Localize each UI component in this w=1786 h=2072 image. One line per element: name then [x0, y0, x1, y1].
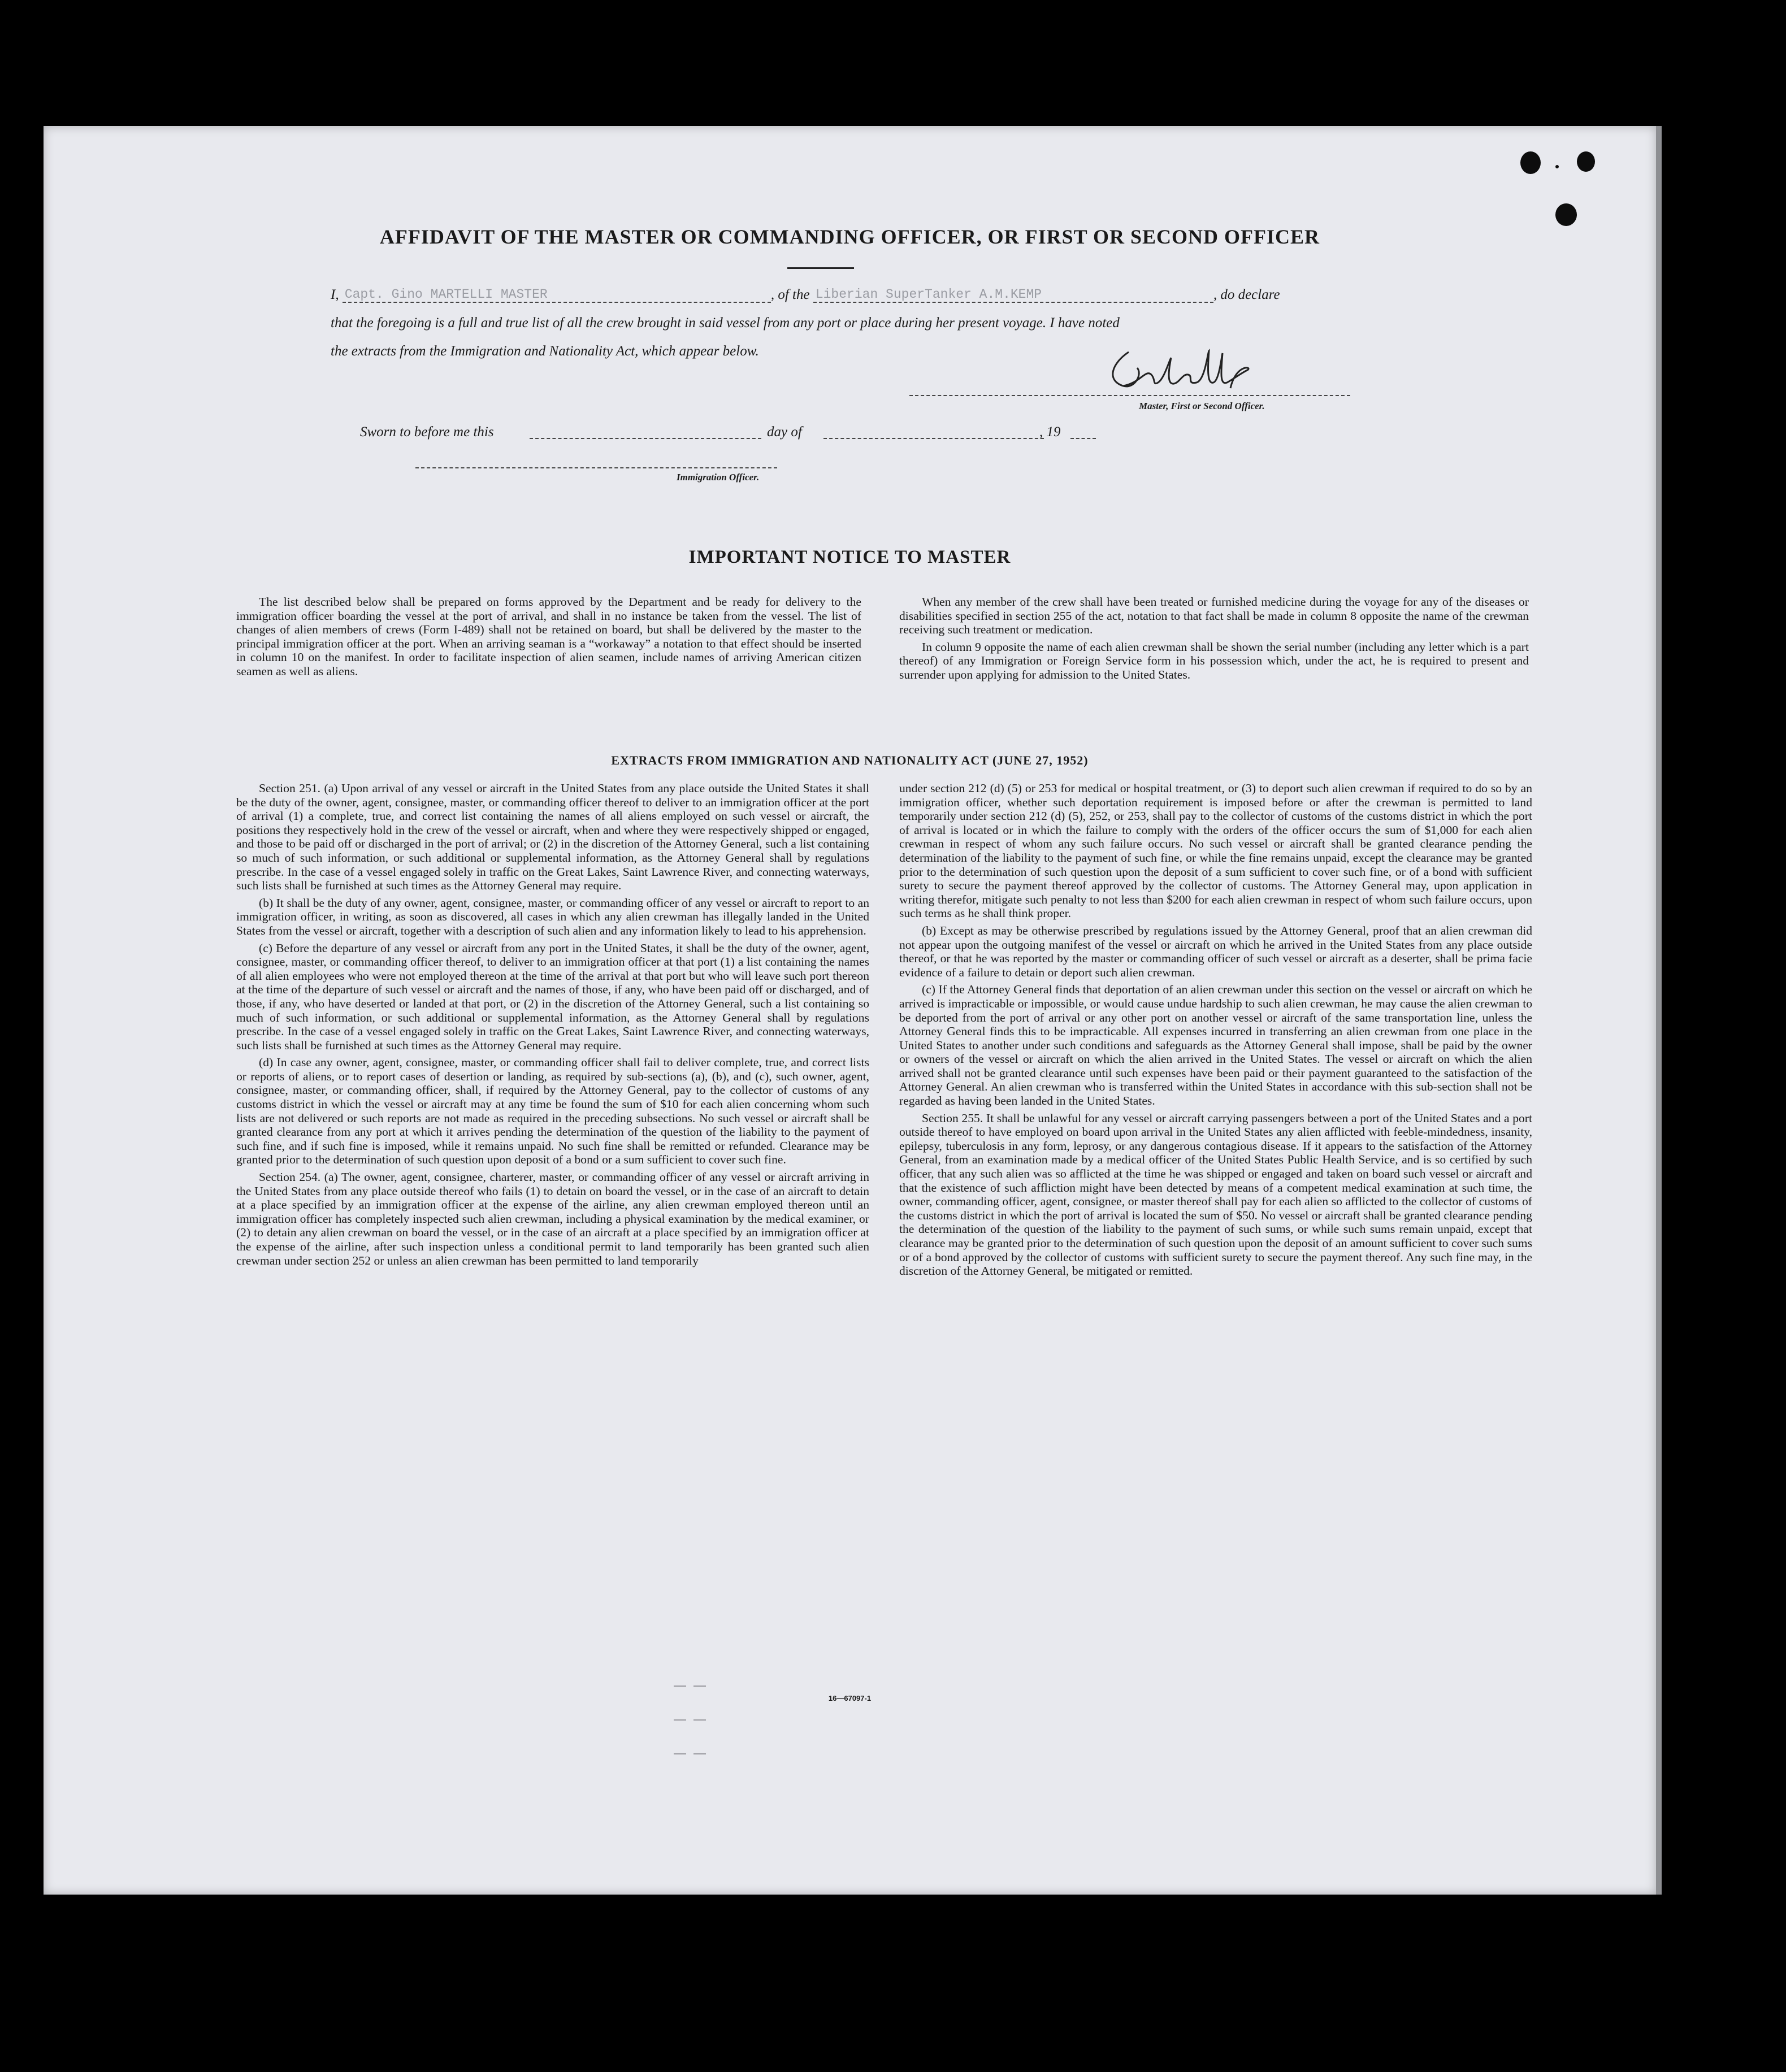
- declaration-line-2: that the foregoing is a full and true list of all the crew brought in said vessel from any port or place during her present voyage. I have noted: [331, 315, 1120, 331]
- year-label: , 19: [1039, 424, 1061, 440]
- vessel-name-field: Liberian SuperTanker A.M.KEMP: [813, 287, 1213, 303]
- day-of-label: day of: [767, 424, 802, 440]
- faint-mark: [693, 1719, 706, 1721]
- faint-mark: [674, 1753, 686, 1754]
- notice-right-column: [899, 595, 1529, 685]
- faint-mark: [674, 1719, 686, 1721]
- signature-line: [909, 395, 1350, 396]
- faint-mark: [693, 1686, 706, 1687]
- prefix-i: I,: [331, 287, 339, 302]
- declaration-line-3: the extracts from the Immigration and Nationality Act, which appear below.: [331, 344, 759, 359]
- extracts-left-column: [236, 781, 869, 1271]
- extracts-title: EXTRACTS FROM IMMIGRATION AND NATIONALITY ACT (JUNE 27, 1952): [611, 753, 1089, 767]
- sworn-label: Sworn to before me this: [360, 424, 494, 440]
- declaration-line-1: [331, 287, 1280, 303]
- title-underline: [787, 267, 854, 269]
- do-declare-label: , do declare: [1213, 287, 1280, 302]
- notice-left-column: [236, 595, 861, 682]
- master-name-field: Capt. Gino MARTELLI MASTER: [343, 287, 771, 303]
- notice-paragraph: In column 9 opposite the name of each alien crewman shall be shown the serial number (including any letter which is a part thereof) of any Immigration or Foreign Service form in his possession which, under the act, he is required to present and surrender upon applying for admission to the United States.: [899, 640, 1529, 681]
- act-paragraph: under section 212 (d) (5) or 253 for medical or hospital treatment, or (3) to deport such alien crewman if required to do so by an immigration officer, whether such deportation requirement is imposed before or after the crewman is permitted to land temporarily under section 212 (d) (5), 252, or 253, shall pay to the collector of customs of the customs district in which the port of arrival is located or in which the failure to comply with the orders of the officer occurs the sum of $1,000 for each alien crewman in respect of whom any such failure occurs. No such vessel or aircraft shall be granted clearance pending the determination of the liability to the payment of such fine, or while the fine remains unpaid, except the clearance may be granted prior to the determination of such question upon the deposit of a sum sufficient to cover such fine, or of a bond with sufficient surety to secure the payment thereof approved by the collector of customs. The Attorney General may, upon application in writing therefor, mitigate such penalty to not less than $200 for each alien crewman in respect of whom such failure occurs, upon such terms as he shall think proper.: [899, 781, 1532, 920]
- sworn-month-field: [823, 438, 1044, 439]
- act-paragraph: (b) It shall be the duty of any owner, agent, consignee, master, or commanding officer of any vessel or aircraft to report to an immigration officer, in writing, as soon as discovered, all cases in which any alien crewman has illegally landed in the United States from the vessel or aircraft, together with a description of such alien and any information likely to lead to his apprehension.: [236, 896, 869, 937]
- act-paragraph: Section 254. (a) The owner, agent, consignee, charterer, master, or commanding officer of any vessel or aircraft arriving in the United States from any place outside thereof who fails (1) to detain on board the vessel, or in the case of an aircraft to detain at a place specified by an immigration officer at the expense of the airline, any alien crewman employed thereon until an immigration officer has completely inspected such alien crewman, including a physical examination by the medical examiner, or (2) to detain any alien crewman on board the vessel, or in the case of an aircraft at a place specified by an immigration officer at the expense of the airline, after such inspection unless a conditional permit to land temporarily has been granted such alien crewman under section 252 or unless an alien crewman has been permitted to land temporarily: [236, 1170, 869, 1267]
- act-paragraph: (c) Before the departure of any vessel or aircraft from any port in the United States, it shall be the duty of the owner, agent, consignee, master, or commanding officer thereof, to deliver to an immigration officer at that port (1) a list containing the names of all alien employees who were not employed thereon at the time of the arrival at that port but who will leave such port thereon at the time of the departure of such vessel or aircraft and the names of those, if any, who have been paid off or discharged, and of those, if any, who have deserted or landed at that port, or (2) in the discretion of the Attorney General, such a list containing so much of such information, or such additional or supplemental information, as the Attorney General shall by regulations prescribe. In the case of a vessel engaged solely in traffic on the Great Lakes, Saint Lawrence River, and connecting waterways, such lists shall be furnished at such times as the Attorney General may require.: [236, 941, 869, 1052]
- act-paragraph: Section 251. (a) Upon arrival of any vessel or aircraft in the United States from any place outside the United States it shall be the duty of the owner, agent, consignee, master, or commanding officer thereof to deliver to an immigration officer at the port of arrival (1) a complete, true, and correct list containing the names of all aliens employed on such vessel or aircraft, the positions they respectively hold in the crew of the vessel or aircraft, when and where they were respectively shipped or engaged, and those to be paid off or discharged in the port of arrival; or (2) in the discretion of the Attorney General, such a list containing so much of such information, or such additional or supplemental information, as the Attorney General shall by regulations prescribe. In the case of a vessel engaged solely in traffic on the Great Lakes, Saint Lawrence River, and connecting waterways, such lists shall be furnished at such times as the Attorney General may require.: [236, 781, 869, 893]
- extracts-right-column: [899, 781, 1532, 1282]
- form-code: 16—67097-1: [828, 1694, 872, 1702]
- notice-paragraph: The list described below shall be prepared on forms approved by the Department and be ready for delivery to the immigration officer boarding the vessel at the port of arrival, and shall in no instance be taken from the vessel. The list of changes of alien members of crews (Form I-489) shall not be retained on board, but shall be delivered by the master to the principal immigration officer at the port. When an arriving seaman is a “workaway” a notation to that effect should be inserted in column 10 on the manifest. In order to facilitate inspection of alien seamen, include names of arriving American citizen seamen as well as aliens.: [236, 595, 861, 678]
- officer-caption: Immigration Officer.: [677, 472, 760, 483]
- punch-hole: [1520, 151, 1541, 174]
- affidavit-title: AFFIDAVIT OF THE MASTER OR COMMANDING OFFICER, OR FIRST OR SECOND OFFICER: [379, 225, 1320, 248]
- act-paragraph: Section 255. It shall be unlawful for any vessel or aircraft carrying passengers between a port of the United States and a port outside thereof to have employed on board upon arrival in the United States any alien afflicted with feeble-mindedness, insanity, epilepsy, tuberculosis in any form, leprosy, or any dangerous contagious disease. If it appears to the satisfaction of the Attorney General, from an examination made by a medical officer of the United States Public Health Service, and is so certified by such officer, that any such alien was so afflicted at the time he was shipped or engaged and taken on board such vessel or aircraft and that the existence of such affliction might have been detected by means of a competent medical examination at such time, the owner, commanding officer, agent, consignee, or master thereof shall pay for each alien so afflicted to the collector of customs of the customs district in which the port of arrival is located the sum of $50. No vessel or aircraft shall be granted clearance pending the determination of the question of the liability to the payment of such sums, or while such sums remain unpaid, except that clearance may be granted prior to the determination of such question upon the deposit of an amount sufficient to cover such sums or of a bond approved by the collector of customs with sufficient surety to secure the payment thereof. Any such fine may, in the discretion of the Attorney General, be mitigated or remitted.: [899, 1111, 1532, 1278]
- notice-title: IMPORTANT NOTICE TO MASTER: [688, 547, 1011, 567]
- punch-hole: [1555, 165, 1559, 168]
- page-edge: [1656, 126, 1662, 1895]
- signature-caption: Master, First or Second Officer.: [1139, 401, 1265, 411]
- punch-hole: [1577, 151, 1595, 172]
- faint-mark: [674, 1686, 686, 1687]
- of-the-label: , of the: [770, 287, 810, 302]
- sworn-year-field: [1070, 438, 1096, 439]
- sworn-day-field: [530, 438, 761, 439]
- faint-mark: [693, 1753, 706, 1754]
- officer-signature-line: [415, 467, 777, 468]
- act-paragraph: (b) Except as may be otherwise prescribed by regulations issued by the Attorney General, proof that an alien crewman did not appear upon the outgoing manifest of the vessel or aircraft on which he arrived in the United States from any place outside thereof, or that he was reported by the master or commanding officer of such vessel or aircraft as a deserter, shall be prima facie evidence of a failure to detain or deport such alien crewman.: [899, 923, 1532, 979]
- punch-hole: [1555, 203, 1577, 226]
- document-page: [44, 126, 1656, 1895]
- act-paragraph: (d) In case any owner, agent, consignee, master, or commanding officer shall fail to deliver complete, true, and correct lists or reports of aliens, or to report cases of desertion or landing, as required by sub-sections (a), (b), and (c), such owner, agent, consignee, master, or commanding officer, shall, if required by the Attorney General, pay to the collector of customs of any customs district in which the vessel or aircraft may at any time be found the sum of $10 for each alien concerning whom such lists are not delivered or such reports are not made as required in the preceding subsections. No such vessel or aircraft shall be granted clearance from any port at which it arrives pending the determination of the question of the liability to the payment of such fine, and if such fine is imposed, while it remains unpaid. No such fine shall be remitted or refunded. Clearance may be granted prior to the determination of such question upon deposit of a bond or a sum sufficient to cover such fine.: [236, 1055, 869, 1167]
- act-paragraph: (c) If the Attorney General finds that deportation of an alien crewman under this section on the vessel or aircraft on which he arrived is impracticable or impossible, or would cause undue hardship to such alien crewman, he may cause the alien crewman to be deported from the port of arrival or any other port on another vessel or aircraft of the same transportation line, unless the Attorney General finds this to be impracticable. All expenses incurred in transferring an alien crewman from one place in the United States to another under such conditions and safeguards as the Attorney General shall impose, shall be paid by the owner or owners of the vessel or aircraft on which the alien arrived in the United States. The vessel or aircraft on which the alien arrived shall not be granted clearance until such expenses have been paid or their payment guaranteed to the satisfaction of the Attorney General. An alien crewman who is transferred within the United States in accordance with this sub-section shall not be regarded as having been landed in the United States.: [899, 983, 1532, 1108]
- master-signature: [1089, 341, 1259, 397]
- notice-paragraph: When any member of the crew shall have been treated or furnished medicine during the voyage for any of the diseases or disabilities specified in section 255 of the act, notation to that fact shall be made in column 8 opposite the name of the crewman receiving such treatment or medication.: [899, 595, 1529, 637]
